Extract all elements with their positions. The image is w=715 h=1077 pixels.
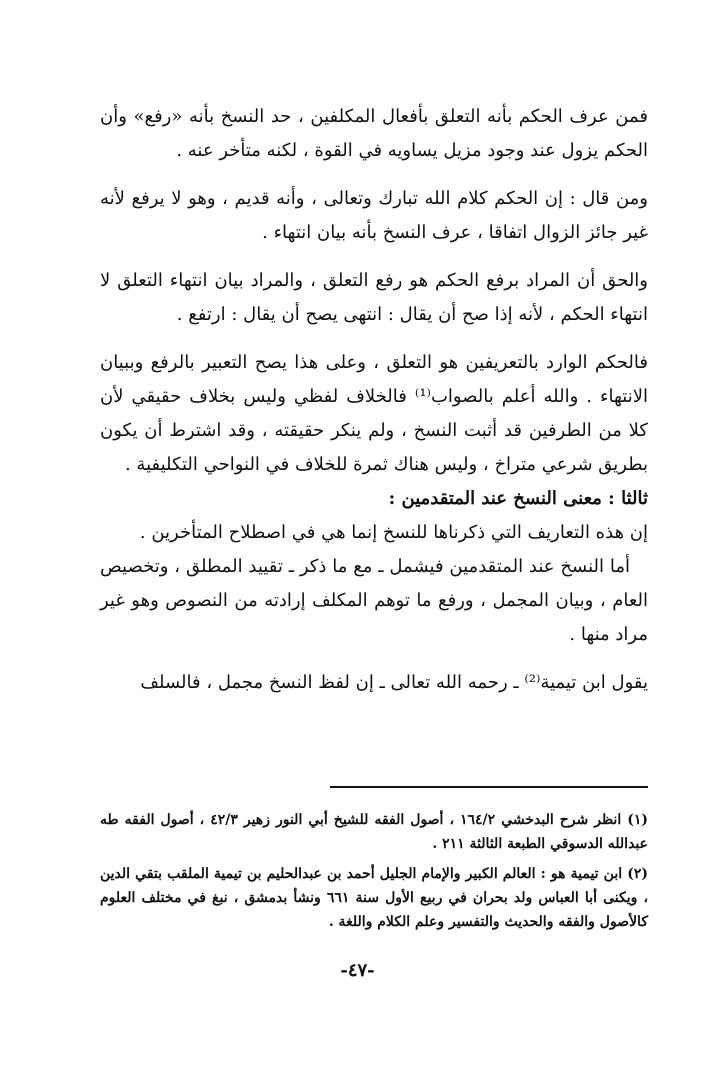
paragraph-4: فالحكم الوارد بالتعريفين هو التعلق ، وعلى هذا يصح التعبير بالرفع وببيان الانتهاء . والله أعلم بالصواب⁽¹⁾ فالخلاف لفظي وليس بخلاف حقيقي لأن كلا من الطرفين قد أثبت النسخ ، ولم ينكر حقيقته ، وقد اشترط أن يكون بطريق شرعي متراخ ، وليس هناك ثمرة للخلاف في النواحي التكليفية . [100,352,648,475]
footnotes [100,808,648,940]
paragraph-1: فمن عرف الحكم بأنه التعلق بأفعال المكلفين ، حد النسخ بأنه «رفع» وأن الحكم يزول عند وجود مزيل يساويه في القوة ، لكنه متأخر عنه . [100,106,648,161]
last-paragraph: يقول ابن تيمية⁽²⁾ ـ رحمه الله تعالى ـ إن لفظ النسخ مجمل ، فالسلف [140,672,648,693]
footnote-divider [330,786,648,788]
section-heading: ثالثا : معنى النسخ عند المتقدمين : [388,488,648,509]
section-paragraph-1: إن هذه التعاريف التي ذكرناها للنسخ إنما هي في اصطلاح المتأخرين . [139,522,648,543]
footnote-1: (١) انظر شرح البدخشي ١٦٤/٢ ، أصول الفقه للشيخ أبي النور زهير ٤٢/٣ ، أصول الفقه طه عبدالله الدسوقي الطبعة الثالثة ٢١١ . [100,812,649,852]
footnote-2: (٢) ابن تيمية هو : العالم الكبير والإمام الجليل أحمد بن عبدالحليم بن تيمية الملقب بتقي الدين ، ويكنى أبا العباس ولد بحران في ربيع الأول سنة ٦٦١ ونشأ بدمشق ، نبغ في مختلف العلوم كالأصول والفقه والحديث والتفسير وعلم الكلام واللغة . [100,866,648,930]
page-number: -٤٧- [340,960,375,981]
main-text [100,100,648,714]
section-paragraph-2: أما النسخ عند المتقدمين فيشمل ـ مع ما ذكر ـ تقييد المطلق ، وتخصيص العام ، وبيان المجمل ، ورفع ما توهم المكلف إرادته من النصوص وهو غير مراد منها . [100,556,648,645]
paragraph-2: ومن قال : إن الحكم كلام الله تبارك وتعالى ، وأنه قديم ، وهو لا يرفع لأنه غير جائز الزوال اتفاقا ، عرف النسخ بأنه بيان انتهاء . [100,188,648,243]
paragraph-3: والحق أن المراد برفع الحكم هو رفع التعلق ، والمراد بيان انتهاء التعلق لا انتهاء الحكم ، لأنه إذا صح أن يقال : انتهى يصح أن يقال : ارتفع . [100,270,648,325]
